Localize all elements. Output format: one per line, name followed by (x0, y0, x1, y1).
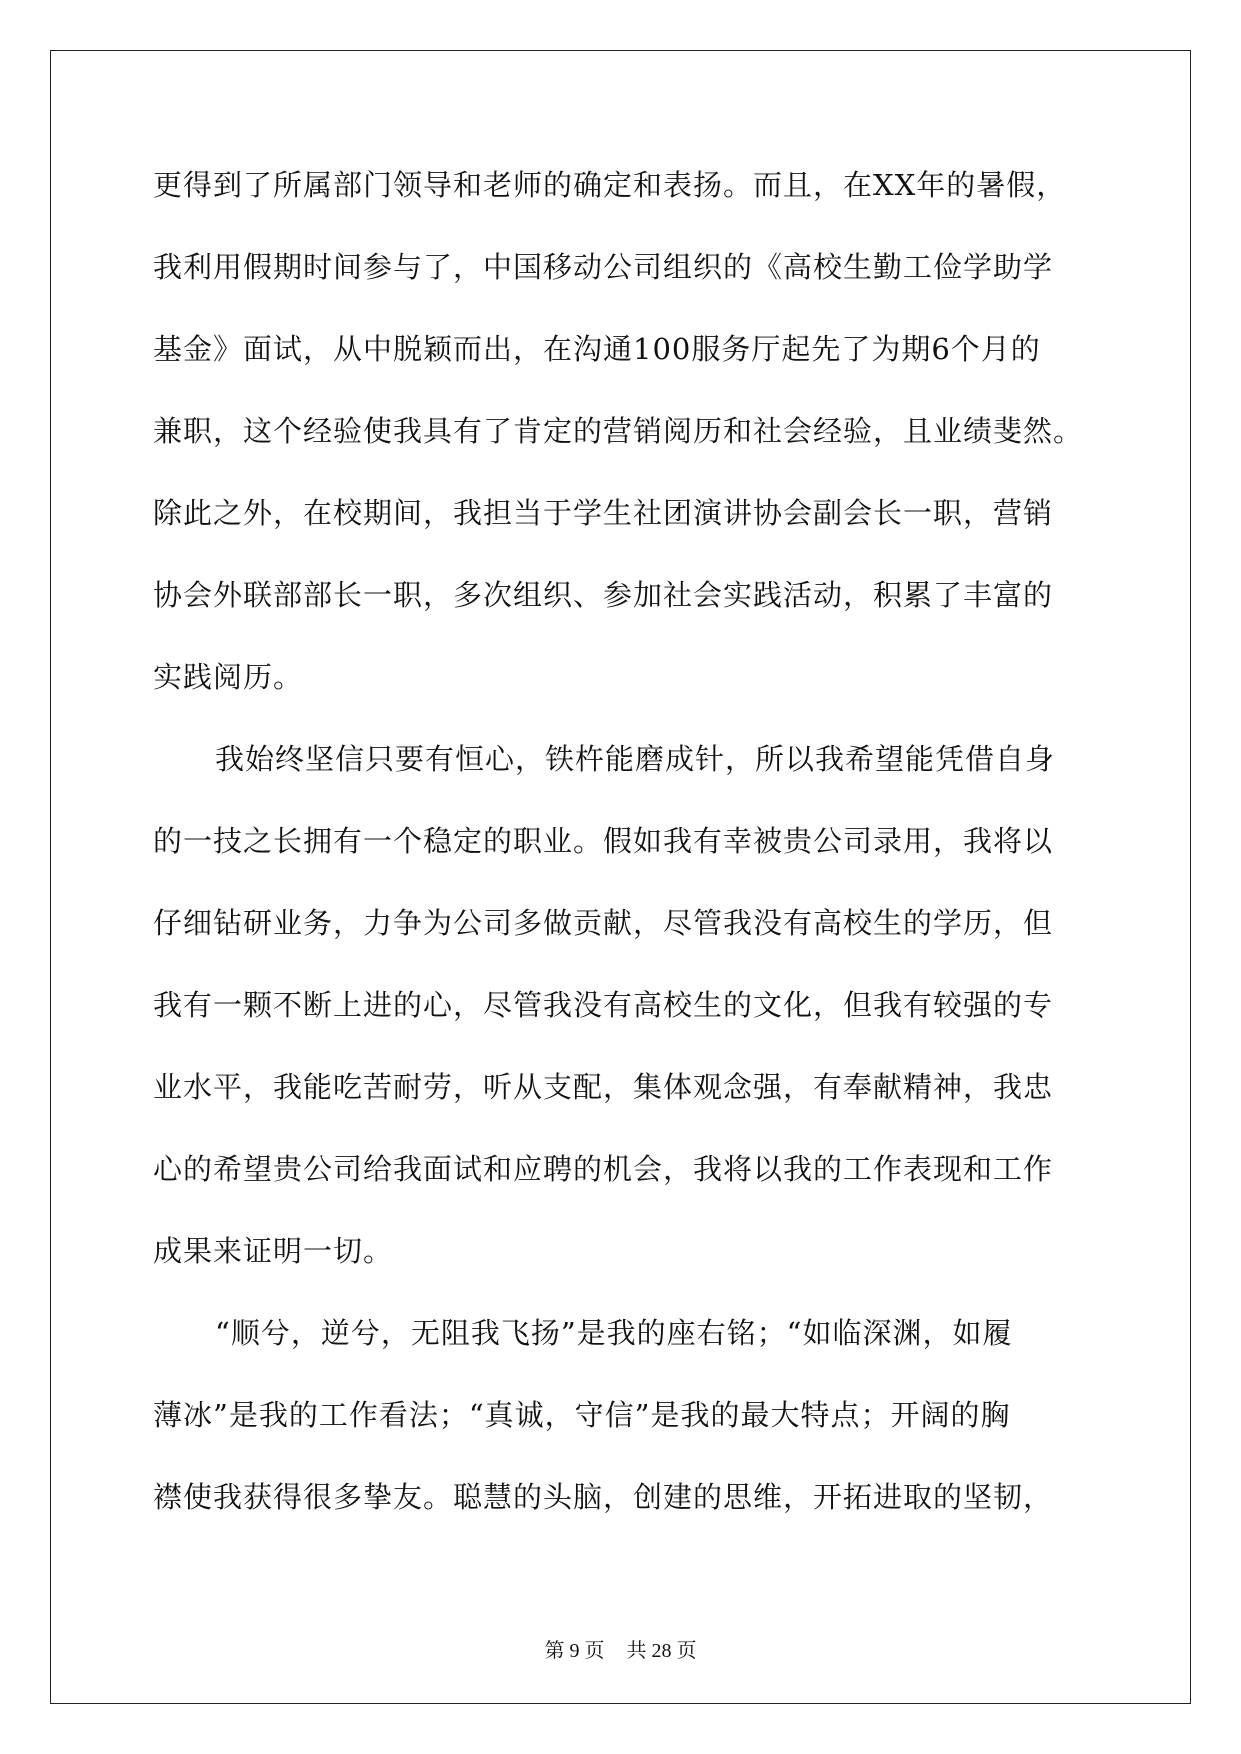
paragraph-first-line: “顺兮，逆兮，无阻我飞扬”是我的座右铭；“如临深渊，如履 (215, 1316, 1013, 1350)
text-line: 薄冰”是我的工作看法；“真诚，守信”是我的最大特点；开阔的胸 (153, 1398, 1011, 1432)
text-line: 我有一颗不断上进的心，尽管我没有高校生的文化，但我有较强的专 (153, 988, 1054, 1022)
page-footer (0, 1634, 1241, 1663)
text-line: 实践阅历。 (153, 660, 304, 694)
text-line: 我利用假期时间参与了，中国移动公司组织的《高校生勤工俭学助学 (153, 250, 1054, 284)
paragraph-first-line: 我始终坚信只要有恒心，铁杵能磨成针，所以我希望能凭借自身 (215, 742, 1056, 776)
text-line: 心的希望贵公司给我面试和应聘的机会，我将以我的工作表现和工作 (153, 1152, 1054, 1186)
text-line: 业水平，我能吃苦耐劳，听从支配，集体观念强，有奉献精神，我忠 (153, 1070, 1054, 1104)
text-line: 协会外联部部长一职，多次组织、参加社会实践活动，积累了丰富的 (153, 578, 1054, 612)
text-line: 兼职，这个经验使我具有了肯定的营销阅历和社会经验，且业绩斐然。 (153, 414, 1084, 448)
text-line: 基金》面试，从中脱颖而出，在沟通100服务厅起先了为期6个月的 (153, 332, 1041, 366)
text-line: 更得到了所属部门领导和老师的确定和表扬。而且，在XX年的暑假， (153, 168, 1067, 202)
text-line: 除此之外，在校期间，我担当于学生社团演讲协会副会长一职，营销 (153, 496, 1054, 530)
text-line: 的一技之长拥有一个稳定的职业。假如我有幸被贵公司录用，我将以 (153, 824, 1054, 858)
text-line: 襟使我获得很多挚友。聪慧的头脑，创建的思维，开拓进取的坚韧， (153, 1480, 1054, 1514)
document-body (153, 165, 1093, 1559)
page-total: 共 28 页 (626, 1640, 697, 1662)
text-line: 成果来证明一切。 (153, 1234, 394, 1268)
text-line: 仔细钻研业务，力争为公司多做贡献，尽管我没有高校生的学历，但 (153, 906, 1054, 940)
page-number: 第 9 页 (544, 1640, 605, 1662)
